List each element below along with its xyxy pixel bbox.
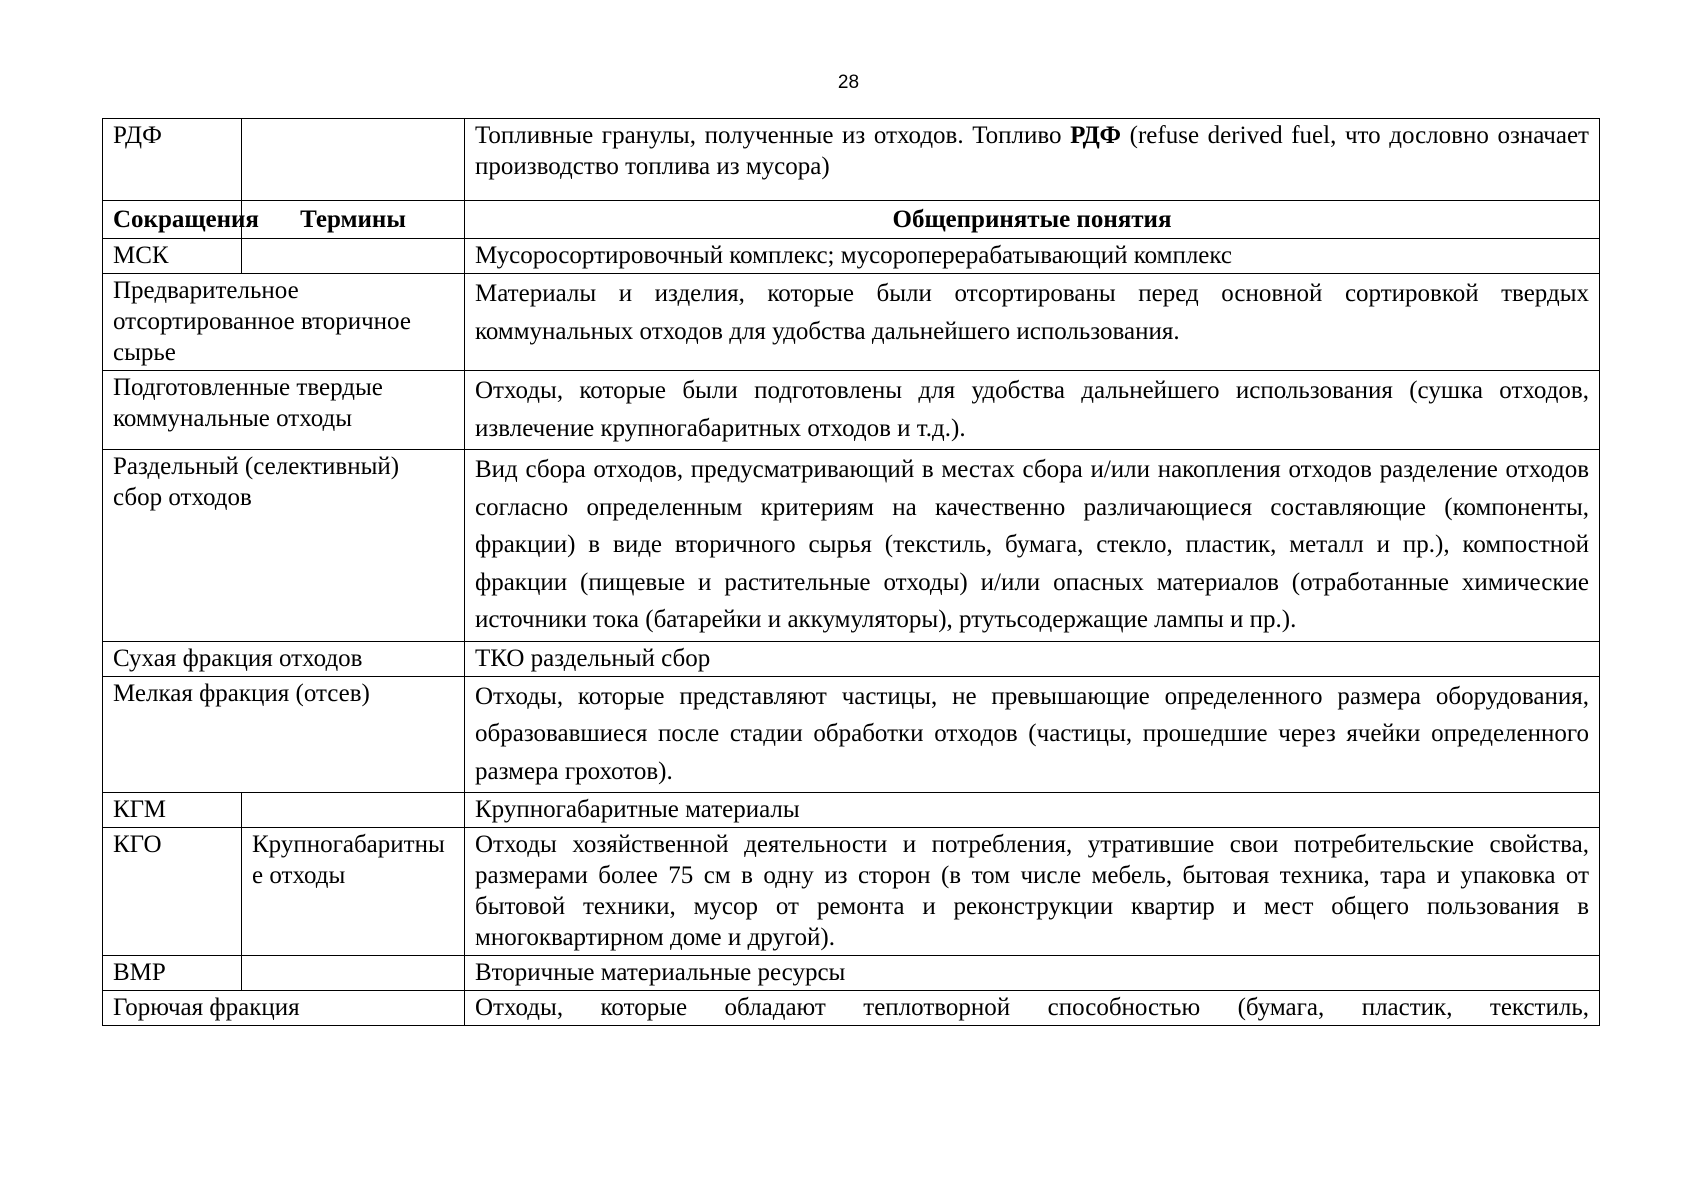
- term-cell: Подготовленные твердые коммунальные отходы: [103, 371, 465, 450]
- definition-cell: [465, 119, 1600, 201]
- table-row: [103, 239, 1600, 274]
- definition-cell: Крупногабаритные материалы: [465, 793, 1600, 828]
- table-row: [103, 991, 1600, 1026]
- term-cell: [242, 119, 465, 201]
- table-row: [103, 274, 1600, 371]
- definition-bold-text: РДФ: [1070, 122, 1122, 149]
- abbreviation-cell: КГМ: [103, 793, 242, 828]
- abbreviation-cell: МСК: [103, 239, 242, 274]
- header-terms: Термины: [242, 201, 465, 239]
- table-row: [103, 956, 1600, 991]
- definition-cell: Вторичные материальные ресурсы: [465, 956, 1600, 991]
- table-row: [103, 793, 1600, 828]
- definition-cell: Материалы и изделия, которые были отсортированы перед основной сортировкой твердых коммунальных отходов для удобства дальнейшего использования.: [465, 274, 1600, 371]
- definition-text: (refuse derived fuel, что дословно означает производство топлива из мусора): [475, 122, 1589, 180]
- term-cell: Мелкая фракция (отсев): [103, 676, 465, 793]
- table-row: [103, 371, 1600, 450]
- header-abbreviations: Сокращения: [103, 201, 242, 239]
- term-cell: [242, 793, 465, 828]
- page-number: 28: [837, 72, 860, 93]
- definition-cell: Отходы, которые были подготовлены для удобства дальнейшего использования (сушка отходов, извлечение крупногабаритных отходов и т.д.).: [465, 371, 1600, 450]
- term-cell: Предварительное отсортированное вторичное сырье: [103, 274, 465, 371]
- table-row: [103, 119, 1600, 201]
- table-row: [103, 676, 1600, 793]
- definition-cell: Отходы, которые представляют частицы, не превышающие определенного размера оборудования, образовавшиеся после стадии обработки отходов (частицы, прошедшие через ячейки определенного размера грохотов).: [465, 676, 1600, 793]
- abbreviation-cell: КГО: [103, 828, 242, 956]
- abbreviation-cell: РДФ: [103, 119, 242, 201]
- table-row: [103, 828, 1600, 956]
- table-row: [103, 641, 1600, 676]
- term-cell: [242, 239, 465, 274]
- term-cell: Раздельный (селективный) сбор отходов: [103, 450, 465, 642]
- definition-cell: Отходы хозяйственной деятельности и потребления, утратившие свои потребительские свойства, размерами более 75 см в одну из сторон (в том числе мебель, бытовая техника, тара и упаковка от бытовой техники, мусор от ремонта и реконструкции квартир и мест общего пользования в многоквартирном доме и другой).: [465, 828, 1600, 956]
- table-header-row: [103, 201, 1600, 239]
- definition-cell: Мусоросортировочный комплекс; мусороперерабатывающий комплекс: [465, 239, 1600, 274]
- header-definitions: Общепринятые понятия: [465, 201, 1600, 239]
- abbreviation-cell: ВМР: [103, 956, 242, 991]
- definition-text: Топливные гранулы, полученные из отходов. Топливо: [475, 122, 1071, 149]
- term-cell: Сухая фракция отходов: [103, 641, 465, 676]
- term-cell: Крупногабаритные отходы: [242, 828, 465, 956]
- term-cell: [242, 956, 465, 991]
- term-cell: Горючая фракция: [103, 991, 465, 1026]
- definition-cell: Отходы, которые обладают теплотворной способностью (бумага, пластик, текстиль,: [465, 991, 1600, 1026]
- table-row: [103, 450, 1600, 642]
- terms-table: [102, 118, 1600, 1026]
- definition-cell: Вид сбора отходов, предусматривающий в местах сбора и/или накопления отходов разделение отходов согласно определенным критериям на качественно различающиеся составляющие (компоненты, фракции) в виде вторичного сырья (текстиль, бумага, стекло, пластик, металл и пр.), компостной фракции (пищевые и растительные отходы) и/или опасных материалов (отработанные химические источники тока (батарейки и аккумуляторы), ртутьсодержащие лампы и пр.).: [465, 450, 1600, 642]
- definition-cell: ТКО раздельный сбор: [465, 641, 1600, 676]
